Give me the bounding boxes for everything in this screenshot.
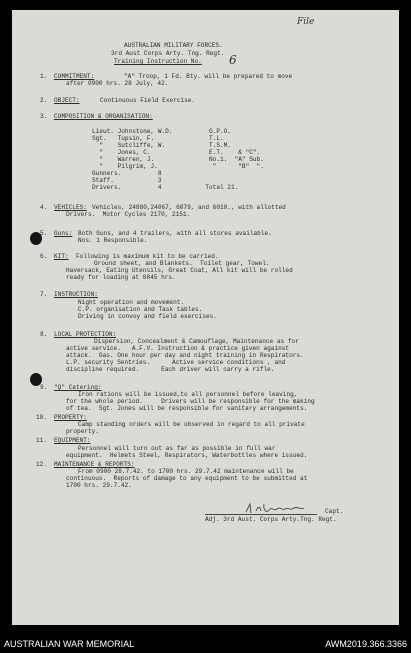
section-7-number: 7. <box>40 291 48 298</box>
signature-line: Adj. 3rd Aust. Corps Arty.Tng. Regt. <box>205 516 337 523</box>
signature-rank: Capt. <box>325 508 344 515</box>
section-1-text: after 0900 hrs. 28 July, 42. <box>66 80 169 87</box>
composition-row: Lieut. Johnstone, W.D. G.P.O. <box>92 128 231 135</box>
section-3-title: COMPOSITION & ORGANISATION: <box>54 113 153 120</box>
section-10-text: Camp standing orders will be observed in regard to all private <box>78 421 305 428</box>
section-8-text: Dispersion, Concealment & Camouflage, Maintenance as for <box>94 338 299 345</box>
section-1-text: "A" Troop, 1 Fd. Bty. will be prepared to move <box>124 73 293 80</box>
footer-bar <box>0 637 411 653</box>
section-9-title: "Q" Catering: <box>54 384 102 391</box>
section-12-text: From 0900 28.7.42. to 1700 hrs. 29.7.42 maintenance will be <box>78 468 294 475</box>
section-7-text: Night operation and movement. <box>78 299 185 306</box>
composition-row: Staff. 3 <box>92 177 162 184</box>
section-9-number: 9. <box>40 384 48 391</box>
composition-row: " Warren, J. No.1. "A" Sub. <box>92 156 264 163</box>
section-9-text: of tea. Sgt. Jones will be responsible for sanitary arrangements. <box>66 405 308 412</box>
section-1-number: 1. <box>40 73 48 80</box>
section-4-text: Drivers. Motor Cycles 2170, 2151. <box>66 211 191 218</box>
section-9-text: for the whole period. Drivers will be responsible for the making <box>66 398 315 405</box>
section-8-text: discipline required. Each driver will carry a rifle. <box>66 366 275 373</box>
section-5-number: 5. <box>40 230 48 237</box>
section-8-text: attack. Gas. One hour per day and night training in Respirators. <box>66 352 304 359</box>
section-6-number: 6. <box>40 253 48 260</box>
section-3-number: 3. <box>40 113 48 120</box>
section-4-number: 4. <box>40 204 48 211</box>
section-2-number: 2. <box>40 97 48 104</box>
footer-accession-number: AWM2019.366.3366 <box>325 639 407 649</box>
section-10-number: 10. <box>36 414 47 421</box>
composition-row: Drivers. 4 Total 21. <box>92 184 239 191</box>
section-2-text: Continuous Field Exercise. <box>100 97 196 104</box>
section-12-text: 1700 hrs. 29.7.42. <box>66 482 132 489</box>
section-12-text: continuous. Reports of damage to any equipment to be submitted at <box>66 475 308 482</box>
header-line-3: Training Instruction No. <box>114 58 202 65</box>
section-5-text: Both Guns, and 4 trailers, with all stores available. <box>78 230 272 237</box>
section-10-text: property. <box>66 428 99 435</box>
section-12-title: MAINTENANCE & REPORTS: <box>54 461 135 468</box>
footer-source: AUSTRALIAN WAR MEMORIAL <box>4 639 135 649</box>
section-8-number: 8. <box>40 331 48 338</box>
header-line-2: 3rd Aust Corps Arty. Tng. Regt. <box>111 50 225 57</box>
section-7-text: C.P. organisation and Task tables. <box>78 306 203 313</box>
document-page <box>12 10 399 625</box>
section-4-title: VEHICLES: <box>54 204 87 211</box>
section-11-number: 11. <box>36 437 47 444</box>
section-6-title: KIT: <box>54 253 69 260</box>
instruction-number: 6 <box>229 53 237 67</box>
section-9-text: Iron rations will be issued,to all personnel before leaving, <box>78 391 298 398</box>
composition-row: " Pilgrim, J. " "B" ". <box>92 163 264 170</box>
section-8-text: L.P. security Sentries. Active service conditions , and <box>66 359 286 366</box>
section-5-title: Guns: <box>54 230 73 237</box>
section-7-text: Driving in convoy and field exercises. <box>78 313 217 320</box>
section-11-title: EQUIPMENT: <box>54 437 91 444</box>
signature-rule <box>205 514 317 515</box>
composition-row: Sgt. Tupsin, F. T.L. <box>92 135 224 142</box>
composition-row: " Sutcliffe, W. T.S.M. <box>92 142 231 149</box>
header-line-1: AUSTRALIAN MILITARY FORCES. <box>124 42 223 49</box>
composition-row: " Jones, C. E.T. & "C". <box>92 149 261 156</box>
section-1-title: COMMITMENT: <box>54 73 95 80</box>
composition-row: Gunners. 8 <box>92 170 162 177</box>
section-6-text: Ground sheet, and Blankets. Toilet gear, Towel. <box>94 260 270 267</box>
section-5-text: Nos. 1 Responsible. <box>78 237 148 244</box>
section-6-text: Haversack, Eating Utensils, Great Coat, All kit will be rolled <box>66 267 293 274</box>
section-6-text: ready for loading at 0845 hrs. <box>66 274 176 281</box>
section-12-number: 12. <box>36 461 47 468</box>
section-10-title: PROPERTY: <box>54 414 87 421</box>
section-11-text: equipment. Helmets Steel, Respirators, Waterbottles where issued. <box>66 452 308 459</box>
section-8-text: active service. A.F.V. Instruction & practice given against <box>66 345 290 352</box>
file-annotation: File <box>297 17 315 27</box>
section-7-title: INSTRUCTION: <box>54 291 98 298</box>
section-6-text: Following is maximum kit to be carried. <box>76 253 219 260</box>
section-2-title: OBJECT: <box>54 97 80 104</box>
section-8-title: LOCAL PROTECTION: <box>54 331 117 338</box>
section-11-text: Personnel will turn out as far as possible in full war <box>78 445 276 452</box>
section-4-text: Vehicles, 24880,24067, 6079, and 6010., with allotted <box>92 204 286 211</box>
